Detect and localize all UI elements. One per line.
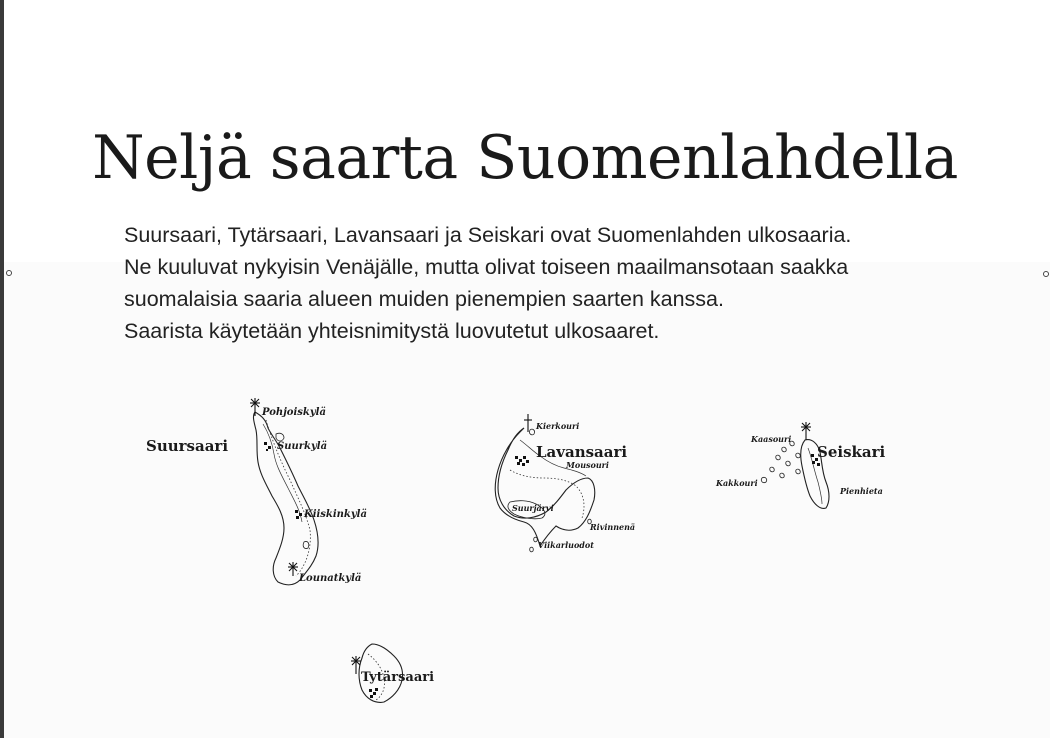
- lighthouse-icon: [801, 422, 811, 440]
- label-place: Kierkouri: [536, 421, 580, 431]
- village-icon: [264, 442, 271, 451]
- page-title: Neljä saarta Suomenlahdella: [92, 123, 958, 193]
- village-icon: [369, 688, 378, 698]
- label-place: Pohjoiskylä: [262, 407, 326, 418]
- label-place: Pienhieta: [840, 486, 883, 496]
- label-place: Suurjärvi: [512, 503, 554, 513]
- label-suursaari: Suursaari: [146, 437, 229, 455]
- label-place: Mousouri: [566, 460, 609, 470]
- label-place: Rivinnenä: [590, 522, 636, 532]
- intro-line: suomalaisia saaria alueen muiden pienempien saarten kanssa.: [124, 287, 724, 311]
- label-place: Viikarluodot: [538, 540, 594, 550]
- label-seiskari: Seiskari: [817, 443, 886, 461]
- island-tytarsaari: [351, 644, 434, 702]
- village-icon: [515, 456, 529, 466]
- label-place: Kakkouri: [716, 478, 758, 488]
- island-suursaari: [146, 398, 367, 585]
- label-place: Kiiskinkylä: [304, 509, 367, 520]
- intro-line: Saarista käytetään yhteisnimitystä luovutetut ulkosaaret.: [124, 319, 660, 343]
- lighthouse-icon: [351, 656, 361, 674]
- island-lavansaari: [495, 414, 635, 552]
- intro-line: Ne kuuluvat nykyisin Venäjälle, mutta olivat toiseen maailmansotaan saakka: [124, 255, 849, 279]
- label-place: Lounatkylä: [299, 573, 362, 584]
- intro-line: Suursaari, Tytärsaari, Lavansaari ja Seiskari ovat Suomenlahden ulkosaaria.: [124, 223, 852, 247]
- label-place: Kaasouri: [751, 434, 792, 444]
- label-tytarsaari: Tytärsaari: [361, 670, 435, 685]
- label-lavansaari: Lavansaari: [536, 443, 628, 461]
- island-seiskari: [715, 422, 886, 508]
- lighthouse-icon: [250, 398, 260, 416]
- lighthouse-icon: [288, 562, 298, 576]
- label-place: Suurkylä: [277, 441, 328, 452]
